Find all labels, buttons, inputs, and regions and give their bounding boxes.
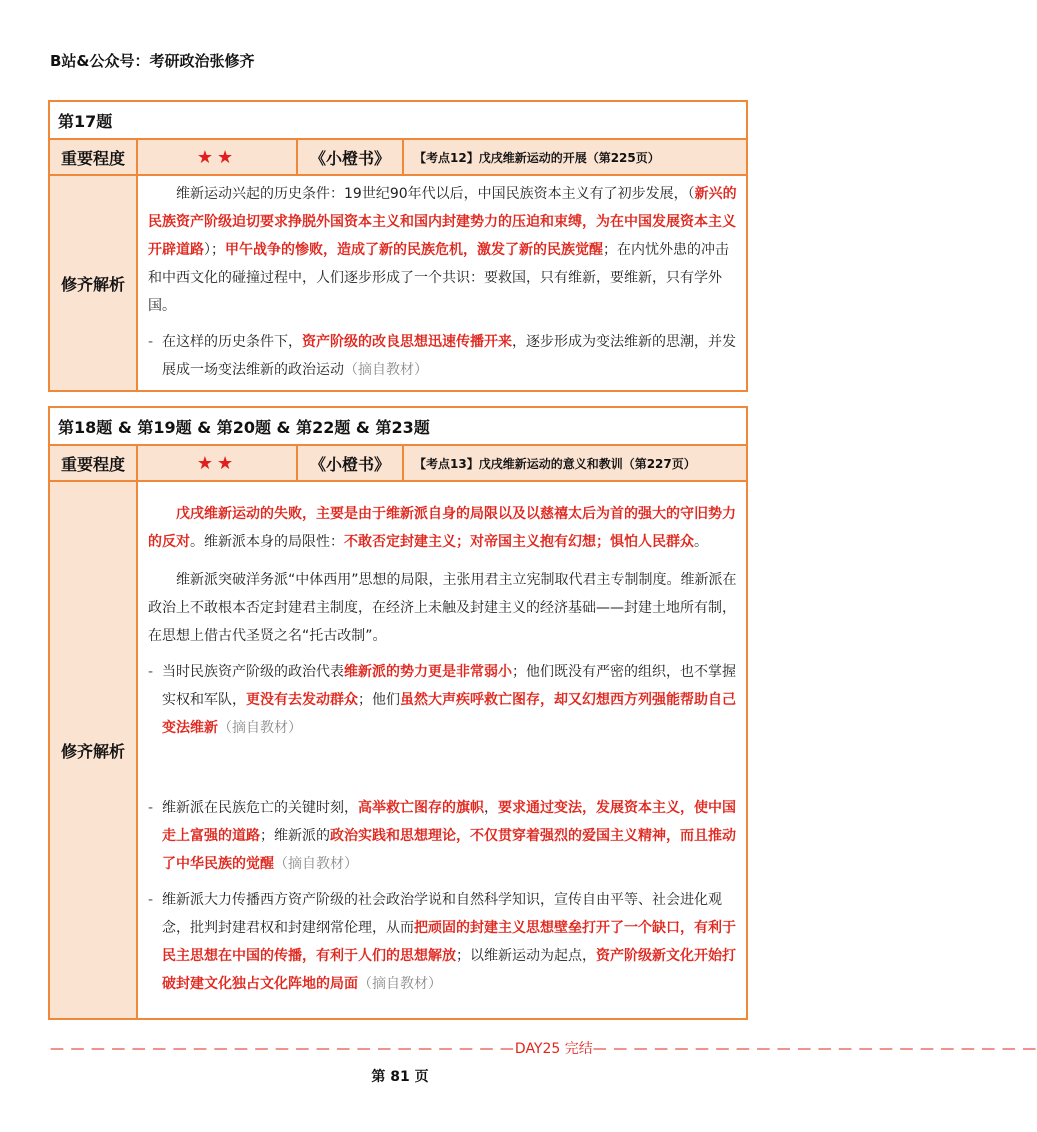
book-label: 《小橙书》 [297,139,403,175]
source-note: （摘自教材） [358,976,442,992]
analysis-label: 修齐解析 [49,175,137,391]
kaodian-reference: 【考点13】戊戌维新运动的意义和教训（第227页） [403,445,747,481]
key-point-highlight: 甲午战争的惨败，造成了新的民族危机，激发了新的民族觉醒 [225,242,603,258]
divider-dashes-right: — — — — — — — — — — — — — — — — — — — — — — [592,1041,1037,1057]
bullet-point: - 在这样的历史条件下，资产阶级的改良思想迅速传播开来，逐步形成为变法维新的思潮，并发展成一场变法维新的政治运动（摘自教材） [148,328,738,384]
day-complete-label: DAY25 完结 [514,1041,593,1057]
key-point-highlight: 把顽固的封建主义思想壁垒打开了一个缺口，有利于民主思想在中国的传播，有利于人们的思想解放 [162,920,736,964]
bullet-dash: - [148,334,154,350]
day-complete-divider [50,1038,1037,1058]
question-18-23-table [48,406,748,1020]
page-header: B站&公众号：考研政治张修齐 [50,52,255,70]
question-title: 第18题 & 第19题 & 第20题 & 第22题 & 第23题 [49,407,747,445]
analysis-paragraph: 戊戌维新运动的失败，主要是由于维新派自身的局限以及以慈禧太后为首的强大的守旧势力的反对。维新派本身的局限性：不敢否定封建主义；对帝国主义抱有幻想；惧怕人民群众。 [148,506,736,550]
analysis-body [137,175,747,391]
analysis-paragraph: 维新运动兴起的历史条件：19世纪90年代以后，中国民族资本主义有了初步发展，（新兴的民族资产阶级迫切要求挣脱外国资本主义和国内封建势力的压迫和束缚，为在中国发展资本主义开辟道路）；甲午战争的惨败，造成了新的民族危机，激发了新的民族觉醒；在内忧外患的冲击和中西文化的碰撞过程中，人们逐步形成了一个共识：要救国，只有维新，要维新，只有学外国。 [148,186,737,314]
bullet-point: - 当时民族资产阶级的政治代表维新派的势力更是非常弱小；他们既没有严密的组织，也不掌握实权和军队，更没有去发动群众；他们虽然大声疾呼救亡图存，却又幻想西方列强能帮助自己变法维新（摘自教材） [148,658,738,742]
question-17-table [48,100,748,392]
bullet-dash: - [148,800,154,816]
key-point-highlight: 资产阶级的改良思想迅速传播开来 [302,334,512,350]
key-point-highlight: 高举救亡图存的旗帜 [358,800,484,816]
importance-label: 重要程度 [49,139,137,175]
source-note: （摘自教材） [218,720,302,736]
key-point-highlight: 戊戌维新运动的失败，主要是由于维新派自身的局限以及以慈禧太后为首的强大的守旧势力的反对 [148,506,736,550]
key-point-highlight: 更没有去发动群众 [246,692,358,708]
divider-dashes-left: — — — — — — — — — — — — — — — — — — — — — — — [50,1041,515,1057]
importance-stars: ★★ [137,445,297,481]
bullet-dash: - [148,892,154,908]
bullet-point: - 维新派在民族危亡的关键时刻，高举救亡图存的旗帜，要求通过变法，发展资本主义，使中国走上富强的道路；维新派的政治实践和思想理论，不仅贯穿着强烈的爱国主义精神，而且推动了中华民族的觉醒（摘自教材） [148,794,738,878]
bullet-point: - 维新派大力传播西方资产阶级的社会政治学说和自然科学知识，宣传自由平等、社会进化观念，批判封建君权和封建纲常伦理，从而把顽固的封建主义思想壁垒打开了一个缺口，有利于民主思想在中国的传播，有利于人们的思想解放；以维新运动为起点，资产阶级新文化开始打破封建文化独占文化阵地的局面（摘自教材） [148,886,738,998]
question-title: 第17题 [49,101,747,139]
key-point-highlight: 新兴的民族资产阶级迫切要求挣脱外国资本主义和国内封建势力的压迫和束缚，为在中国发展资本主义开辟道路 [148,186,737,258]
key-point-highlight: 虽然大声疾呼救亡图存，却又幻想西方列强能帮助自己变法维新 [162,692,736,736]
key-point-highlight: 要求通过变法，发展资本主义，使中国走上富强的道路 [162,800,736,844]
source-note: （摘自教材） [274,856,358,872]
bullet-dash: - [148,664,154,680]
key-point-highlight: 政治实践和思想理论，不仅贯穿着强烈的爱国主义精神，而且推动了中华民族的觉醒 [162,828,736,872]
importance-label: 重要程度 [49,445,137,481]
importance-stars: ★★ [137,139,297,175]
source-note: （摘自教材） [344,362,428,378]
analysis-paragraph: 维新派突破洋务派“中体西用”思想的局限，主张用君主立宪制取代君主专制制度。维新派在政治上不敢根本否定封建君主制度，在经济上未触及封建主义的经济基础——封建土地所有制，在思想上借古代圣贤之名“托古改制”。 [148,572,737,644]
book-label: 《小橙书》 [297,445,403,481]
key-point-highlight: 不敢否定封建主义；对帝国主义抱有幻想；惧怕人民群众 [344,534,694,550]
kaodian-reference: 【考点12】戊戌维新运动的开展（第225页） [403,139,747,175]
key-point-highlight: 维新派的势力更是非常弱小 [344,664,512,680]
key-point-highlight: 资产阶级新文化开始打破封建文化独占文化阵地的局面 [162,948,736,992]
page-number: 第 81 页 [371,1069,429,1085]
analysis-label: 修齐解析 [49,481,137,1019]
analysis-body [137,481,747,1019]
